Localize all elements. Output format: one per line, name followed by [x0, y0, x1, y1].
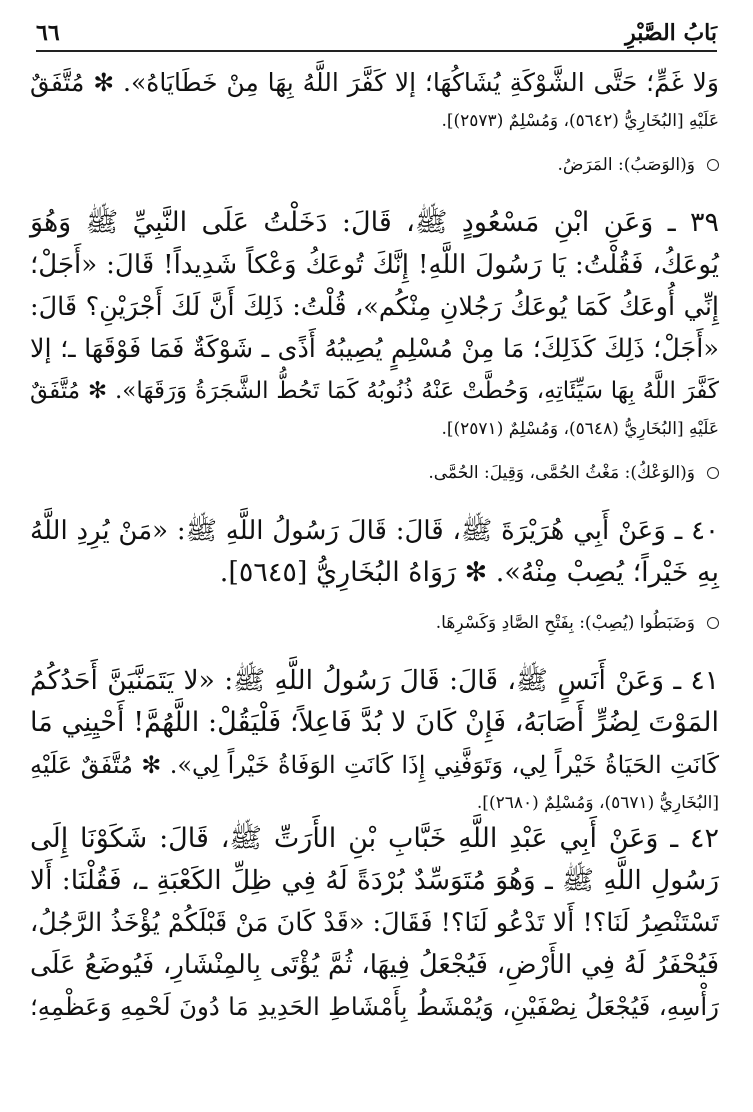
hadith-reference: عَلَيْهِ [البُخَارِيُّ (٥٦٤٨)، وَمُسْلِمٌ (٢٥٧١)].: [441, 419, 719, 439]
chapter-title: بَابُ الصَّبْرِ: [625, 20, 717, 46]
circle-bullet-icon: [707, 617, 719, 629]
circle-bullet-icon: [707, 159, 719, 171]
text-line: فَيُحْفَرُ لَهُ فِي الأَرْضِ، فَيُجْعَلُ فِيهَا، ثُمَّ يُؤْتَى بِالمِنْشَارِ، فَيُوضَعُ عَلَى: [30, 950, 719, 980]
text-line: بِهِ خَيْراً؛ يُصِبْ مِنْهُ». ✻ رَوَاهُ البُخَارِيُّ [٥٦٤٥].: [219, 557, 719, 588]
spacer: [30, 638, 719, 660]
circle-bullet-icon: [707, 467, 719, 479]
explanatory-note: [30, 150, 719, 180]
spacer: [30, 136, 719, 150]
page-header: [36, 8, 717, 52]
page-number: ٦٦: [36, 20, 60, 46]
spacer: [30, 444, 719, 458]
hadith-reference: عَلَيْهِ [البُخَارِيُّ (٥٦٤٢)، وَمُسْلِمٌ (٢٥٧٣)].: [441, 111, 719, 131]
text-line: ٤٠ ـ وَعَنْ أَبِي هُرَيْرَةَ ﷺ، قَالَ: قَالَ رَسُولُ اللَّهِ ﷺ: «مَنْ يُرِدِ اللَّهُ: [30, 516, 719, 546]
note-text: وَ(الوَعْكُ): مَغْثُ الحُمَّى، وَقِيلَ: الحُمَّى.: [428, 463, 695, 483]
hadith-reference: [البُخَارِيُّ (٥٦٧١)، وَمُسْلِمٌ (٢٦٨٠)].: [476, 793, 719, 813]
text-line: رَسُولِ اللَّهِ ﷺ ـ وَهُوَ مُتَوَسِّدٌ بُرْدَةً لَهُ فِي ظِلِّ الكَعْبَةِ ـ، فَقُلْنَا: أَلا: [30, 865, 719, 896]
text-line: المَوْتَ لِضُرٍّ أَصَابَهُ، فَإِنْ كَانَ لا بُدَّ فَاعِلاً؛ فَلْيَقُلْ: اللَّهُمَّ! أَحْيِنِي مَا: [30, 707, 719, 738]
text-line: تَسْتَنْصِرُ لَنَا؟! أَلا تَدْعُو لَنَا؟! فَقَالَ: «قَدْ كَانَ مَنْ قَبْلَكُمْ يُؤْخَذُ الرَّجُلُ،: [30, 908, 719, 938]
explanatory-note: [30, 458, 719, 488]
text-line: ٤٢ ـ وَعَنْ أَبِي عَبْدِ اللَّهِ خَبَّابِ بْنِ الأَرَتِّ ﷺ، قَالَ: شَكَوْنَا إِلَى: [30, 823, 719, 854]
spacer: [30, 180, 719, 202]
page-body: [30, 62, 719, 1028]
spacer: [30, 594, 719, 608]
note-text: وَ(الوَصَبُ): المَرَضُ.: [557, 155, 695, 175]
text-line: ٣٩ ـ وَعَنِ ابْنِ مَسْعُودٍ ﷺ، قَالَ: دَخَلْتُ عَلَى النَّبِيِّ ﷺ وَهُوَ: [30, 207, 719, 238]
text-line: كَفَّرَ اللَّهُ بِهَا سَيِّئَاتِهِ، وَحُطَّتْ عَنْهُ ذُنُوبُهُ كَمَا تَحُطُّ الشَّجَرَةُ وَرَقَهَا». ✻ مُتَّفَقٌ: [30, 378, 719, 404]
explanatory-note: [30, 608, 719, 638]
text-line: وَلا غَمٍّ؛ حَتَّى الشَّوْكَةِ يُشَاكُهَا؛ إلا كَفَّرَ اللَّهُ بِهَا مِنْ خَطَايَاهُ». ✻ مُتَّفَقٌ: [30, 68, 719, 97]
text-line: «أَجَلْ؛ ذَلِكَ كَذَلِكَ؛ مَا مِنْ مُسْلِمٍ يُصِيبُهُ أَذًى ـ شَوْكَةٌ فَمَا فَوْقَهَا ـ؛ إلا: [30, 334, 719, 364]
text-line: ٤١ ـ وَعَنْ أَنَسٍ ﷺ، قَالَ: قَالَ رَسُولُ اللَّهِ ﷺ: «لا يَتَمَنَّيَنَّ أَحَدُكُمُ: [30, 665, 719, 696]
spacer: [30, 488, 719, 510]
text-line: يُوعَكُ، فَقُلْتُ: يَا رَسُولَ اللَّهِ! إِنَّكَ تُوعَكُ وَعْكاً شَدِيداً! قَالَ: «أَجَلْ؛: [30, 250, 719, 280]
note-text: وَضَبَطُوا (يُصِبْ): بِفَتْحِ الصَّادِ وَكَسْرِهَا.: [435, 613, 695, 633]
text-line: رَأْسِهِ، فَيُجْعَلُ نِصْفَيْنِ، وَيُمْشَطُ بِأَمْشَاطِ الحَدِيدِ مَا دُونَ لَحْمِهِ وَعَظْمِهِ؛: [30, 992, 719, 1021]
text-line: إِنِّي أُوعَكُ كَمَا يُوعَكُ رَجُلانِ مِنْكُم»، قُلْتُ: ذَلِكَ أَنَّ لَكَ أَجْرَيْنِ؟ قَالَ:: [30, 292, 719, 322]
text-line: كَانَتِ الحَيَاةُ خَيْراً لِي، وَتَوَفَّنِي إِذَا كَانَتِ الوَفَاةُ خَيْراً لِي». ✻ مُتَّفَقٌ عَلَيْهِ: [30, 751, 719, 779]
